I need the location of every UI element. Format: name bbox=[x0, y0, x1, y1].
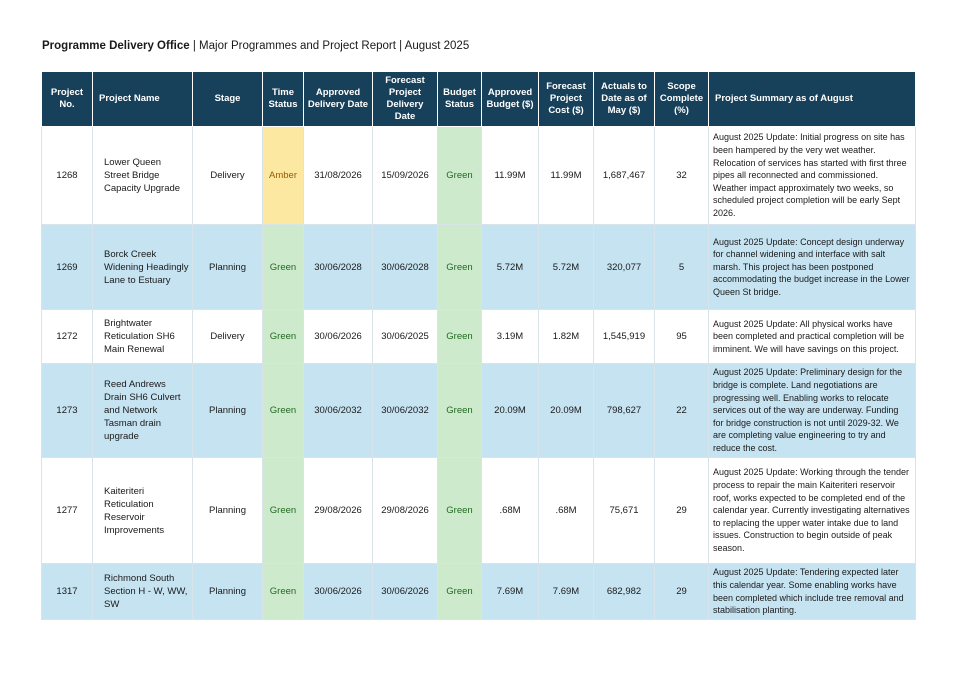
header-summary: Project Summary as of August bbox=[709, 72, 916, 127]
cell-scope: 29 bbox=[655, 458, 709, 564]
cell-approved-date: 29/08/2026 bbox=[304, 458, 373, 564]
cell-project-no: 1269 bbox=[42, 225, 93, 310]
header-forecast-cost: Forecast Project Cost ($) bbox=[539, 72, 594, 127]
cell-stage: Delivery bbox=[193, 127, 263, 225]
header-approved-delivery-date: Approved Delivery Date bbox=[304, 72, 373, 127]
cell-forecast-date: 30/06/2026 bbox=[373, 564, 438, 620]
cell-approved-date: 30/06/2026 bbox=[304, 310, 373, 364]
cell-time-status: Amber bbox=[263, 127, 304, 225]
title-separator: | bbox=[189, 40, 200, 52]
cell-budget-status: Green bbox=[438, 364, 482, 458]
cell-approved-budget: 5.72M bbox=[482, 225, 539, 310]
report-subtitle: Major Programmes and Project Report | August 2025 bbox=[199, 40, 470, 52]
table-header-row bbox=[42, 72, 916, 127]
cell-budget-status: Green bbox=[438, 458, 482, 564]
cell-forecast-cost: 5.72M bbox=[539, 225, 594, 310]
cell-budget-status: Green bbox=[438, 225, 482, 310]
cell-project-no: 1273 bbox=[42, 364, 93, 458]
cell-scope: 5 bbox=[655, 225, 709, 310]
header-project-no: Project No. bbox=[42, 72, 93, 127]
cell-forecast-cost: 11.99M bbox=[539, 127, 594, 225]
cell-forecast-date: 30/06/2025 bbox=[373, 310, 438, 364]
cell-time-status: Green bbox=[263, 458, 304, 564]
cell-project-no: 1317 bbox=[42, 564, 93, 620]
cell-forecast-cost: .68M bbox=[539, 458, 594, 564]
cell-summary: August 2025 Update: Tendering expected later this calendar year. Some enabling works have been completed which include tree removal and stabilisation planting. bbox=[709, 564, 916, 620]
header-budget-status: Budget Status bbox=[438, 72, 482, 127]
cell-actuals: 75,671 bbox=[594, 458, 655, 564]
cell-scope: 22 bbox=[655, 364, 709, 458]
cell-project-name: Reed Andrews Drain SH6 Culvert and Network Tasman drain upgrade bbox=[93, 364, 193, 458]
header-time-status: Time Status bbox=[263, 72, 304, 127]
header-scope-complete: Scope Complete (%) bbox=[655, 72, 709, 127]
cell-forecast-cost: 1.82M bbox=[539, 310, 594, 364]
cell-summary: August 2025 Update: All physical works have been completed and practical completion will be imminent. We will have savings on this project. bbox=[709, 310, 916, 364]
cell-budget-status: Green bbox=[438, 310, 482, 364]
cell-approved-date: 30/06/2028 bbox=[304, 225, 373, 310]
header-actuals: Actuals to Date as of May ($) bbox=[594, 72, 655, 127]
cell-scope: 95 bbox=[655, 310, 709, 364]
cell-scope: 29 bbox=[655, 564, 709, 620]
cell-stage: Delivery bbox=[193, 310, 263, 364]
cell-forecast-cost: 20.09M bbox=[539, 364, 594, 458]
cell-summary: August 2025 Update: Preliminary design for the bridge is complete. Land negotiations are progressing well. Enabling works to relocate services out of the way are underway. Funding for bridge construction is not until 2029-32. We are completing value engineering to try and reduce the cost. bbox=[709, 364, 916, 458]
table-row bbox=[42, 127, 916, 225]
cell-project-name: Richmond South Section H - W, WW, SW bbox=[93, 564, 193, 620]
cell-project-name: Borck Creek Widening Headingly Lane to Estuary bbox=[93, 225, 193, 310]
table-row bbox=[42, 458, 916, 564]
office-name: Programme Delivery Office bbox=[42, 40, 190, 52]
table-row bbox=[42, 225, 916, 310]
cell-project-no: 1277 bbox=[42, 458, 93, 564]
cell-forecast-date: 29/08/2026 bbox=[373, 458, 438, 564]
cell-approved-date: 30/06/2026 bbox=[304, 564, 373, 620]
cell-actuals: 798,627 bbox=[594, 364, 655, 458]
cell-summary: August 2025 Update: Concept design underway for channel widening and interface with salt marsh. This project has been postponed accommodating the budget increase in the Lower Queen St bridge. bbox=[709, 225, 916, 310]
table-row bbox=[42, 364, 916, 458]
cell-time-status: Green bbox=[263, 225, 304, 310]
cell-project-no: 1272 bbox=[42, 310, 93, 364]
cell-scope: 32 bbox=[655, 127, 709, 225]
cell-time-status: Green bbox=[263, 364, 304, 458]
cell-forecast-date: 15/09/2026 bbox=[373, 127, 438, 225]
projects-table bbox=[41, 71, 916, 620]
cell-approved-date: 31/08/2026 bbox=[304, 127, 373, 225]
cell-actuals: 320,077 bbox=[594, 225, 655, 310]
cell-summary: August 2025 Update: Working through the tender process to repair the main Kaiteriteri reservoir roof, works expected to be completed end of the calendar year. Currently investigating alternatives to replacing the upper water intake due to land issues. Construction to begin outside of peak season. bbox=[709, 458, 916, 564]
report-title bbox=[42, 40, 469, 52]
cell-stage: Planning bbox=[193, 225, 263, 310]
header-approved-budget: Approved Budget ($) bbox=[482, 72, 539, 127]
cell-approved-budget: 11.99M bbox=[482, 127, 539, 225]
header-project-name: Project Name bbox=[93, 72, 193, 127]
cell-forecast-date: 30/06/2032 bbox=[373, 364, 438, 458]
cell-budget-status: Green bbox=[438, 127, 482, 225]
header-forecast-delivery-date: Forecast Project Delivery Date bbox=[373, 72, 438, 127]
cell-budget-status: Green bbox=[438, 564, 482, 620]
cell-project-name: Lower Queen Street Bridge Capacity Upgrade bbox=[93, 127, 193, 225]
cell-stage: Planning bbox=[193, 364, 263, 458]
header-stage: Stage bbox=[193, 72, 263, 127]
cell-approved-budget: 20.09M bbox=[482, 364, 539, 458]
cell-actuals: 1,687,467 bbox=[594, 127, 655, 225]
cell-actuals: 1,545,919 bbox=[594, 310, 655, 364]
cell-summary: August 2025 Update: Initial progress on site has been hampered by the very wet weather. Relocation of services has started with first three pipes all reconnected and commissioned. Weather impact approximately two weeks, so scheduled project completion will be early Sept 2026. bbox=[709, 127, 916, 225]
cell-stage: Planning bbox=[193, 564, 263, 620]
cell-actuals: 682,982 bbox=[594, 564, 655, 620]
cell-project-name: Brightwater Reticulation SH6 Main Renewal bbox=[93, 310, 193, 364]
cell-project-name: Kaiteriteri Reticulation Reservoir Improvements bbox=[93, 458, 193, 564]
cell-stage: Planning bbox=[193, 458, 263, 564]
table-row bbox=[42, 564, 916, 620]
cell-approved-budget: .68M bbox=[482, 458, 539, 564]
cell-forecast-date: 30/06/2028 bbox=[373, 225, 438, 310]
cell-approved-budget: 7.69M bbox=[482, 564, 539, 620]
cell-approved-budget: 3.19M bbox=[482, 310, 539, 364]
cell-time-status: Green bbox=[263, 564, 304, 620]
table-row bbox=[42, 310, 916, 364]
cell-approved-date: 30/06/2032 bbox=[304, 364, 373, 458]
cell-project-no: 1268 bbox=[42, 127, 93, 225]
cell-time-status: Green bbox=[263, 310, 304, 364]
cell-forecast-cost: 7.69M bbox=[539, 564, 594, 620]
